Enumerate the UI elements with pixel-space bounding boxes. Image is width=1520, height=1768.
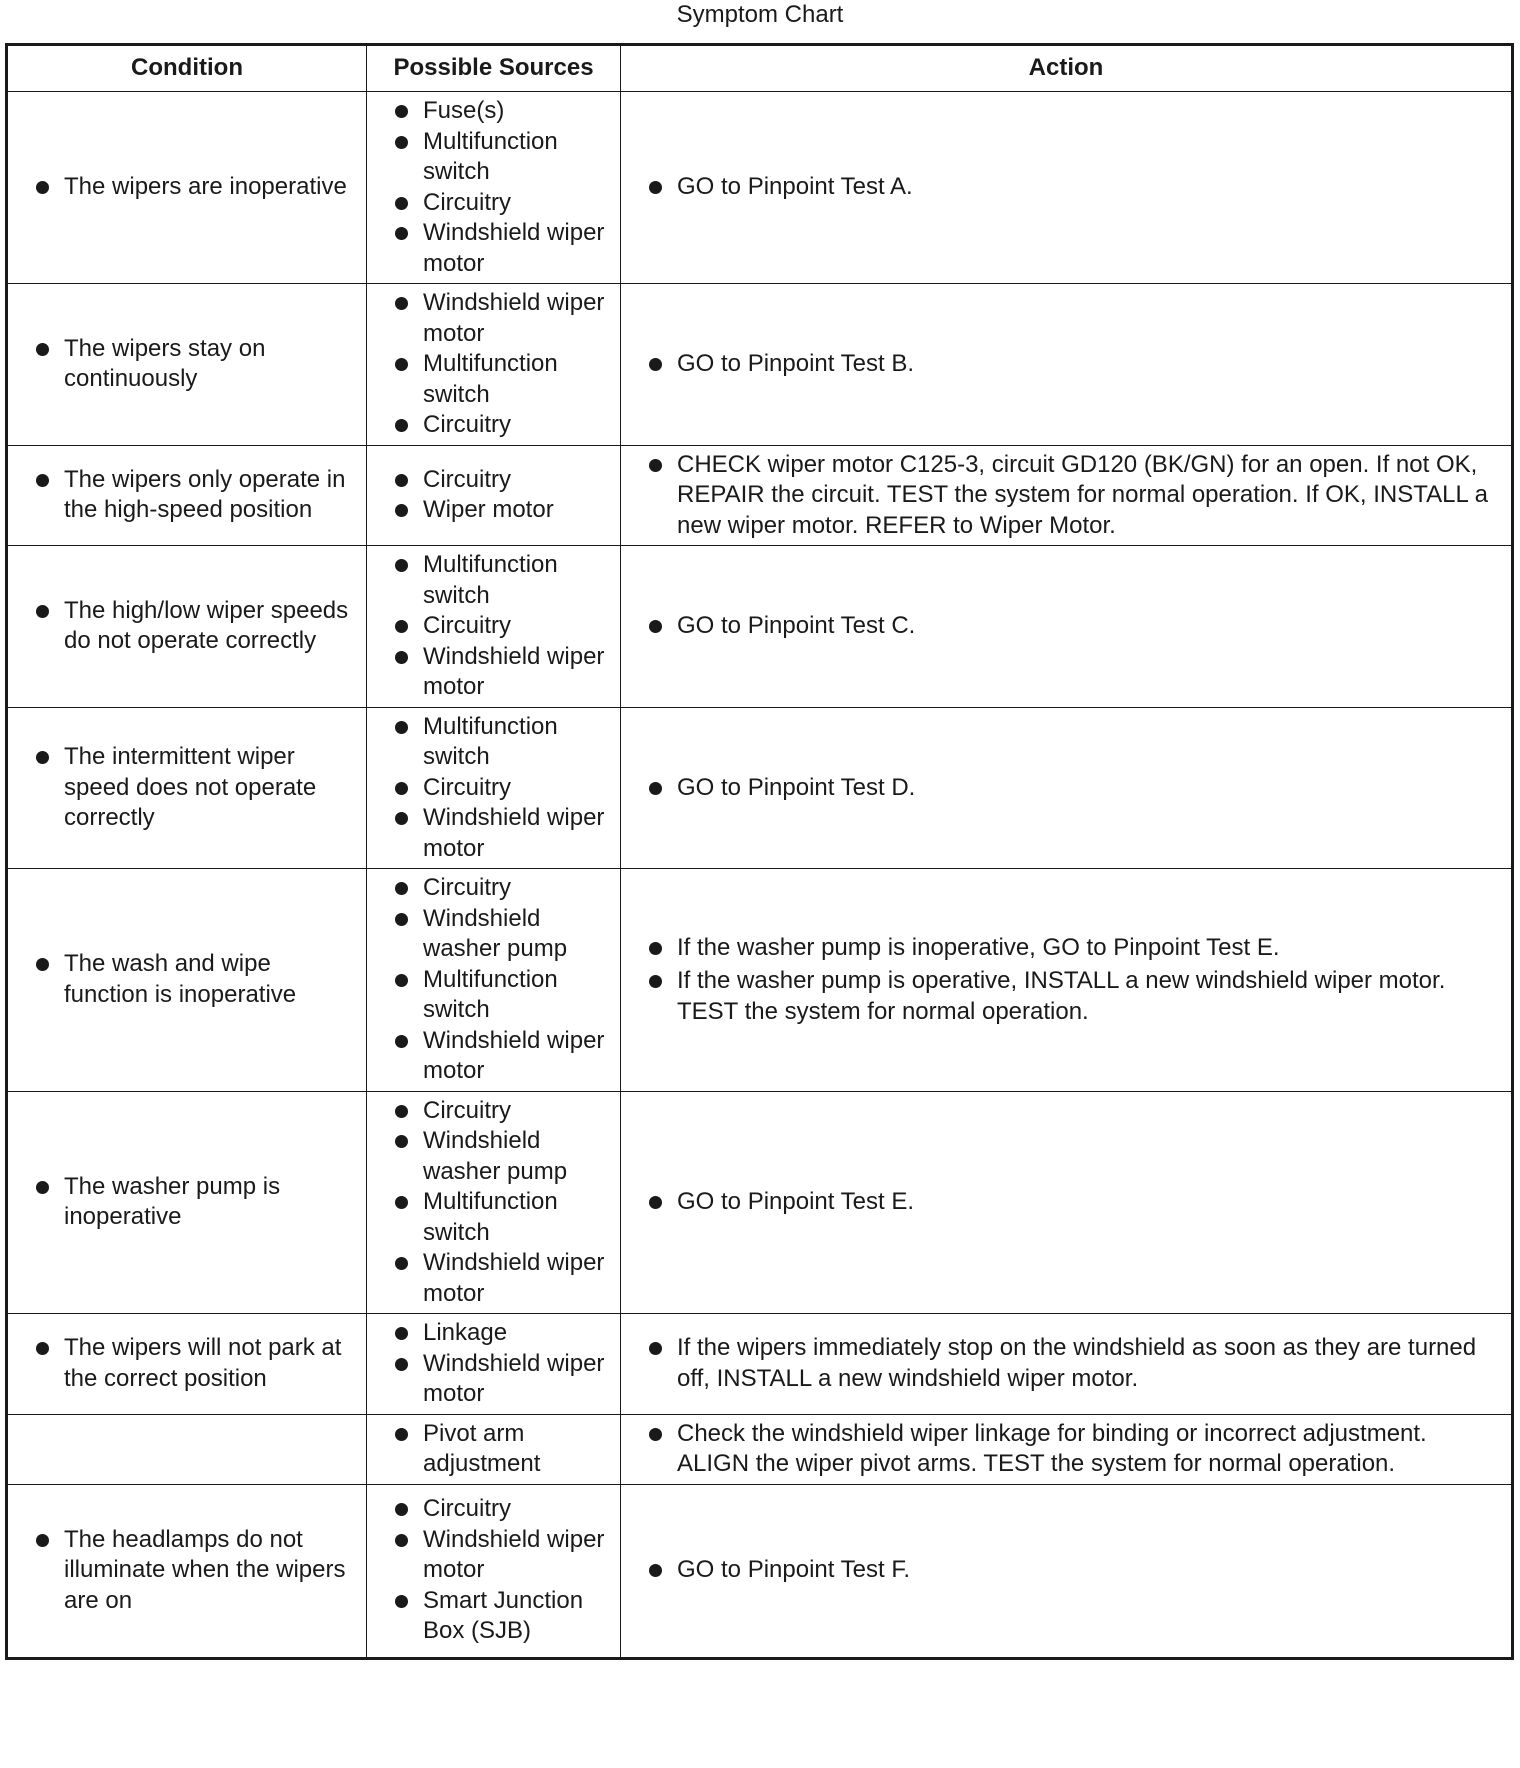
source-item: Pivot arm adjustment — [395, 1419, 614, 1480]
condition-text: The high/low wiper speeds do not operate correctly — [36, 596, 358, 657]
source-item: Windshield wiper motor — [395, 218, 614, 279]
condition-text: The wash and wipe function is inoperative — [36, 949, 358, 1010]
action-cell — [621, 92, 1513, 284]
action-item: If the washer pump is operative, INSTALL a new windshield wiper motor. TEST the system for normal operation. — [649, 966, 1493, 1027]
condition-cell — [7, 869, 367, 1092]
action-cell — [621, 445, 1513, 546]
condition-cell — [7, 92, 367, 284]
action-cell — [621, 1091, 1513, 1314]
action-item: If the wipers immediately stop on the windshield as soon as they are turned off, INSTALL a new windshield wiper motor. — [649, 1333, 1493, 1394]
condition-text: The intermittent wiper speed does not operate correctly — [36, 742, 358, 834]
table-row — [7, 92, 1513, 284]
condition-text: The wipers stay on continuously — [36, 334, 358, 395]
condition-text: The wipers only operate in the high-speed position — [36, 465, 358, 526]
sources-cell — [367, 707, 621, 869]
condition-cell — [7, 1314, 367, 1415]
sources-cell — [367, 1091, 621, 1314]
source-item: Fuse(s) — [395, 96, 614, 127]
symptom-chart-table — [5, 43, 1514, 1660]
source-item: Multifunction switch — [395, 1187, 614, 1248]
header-action: Action — [621, 45, 1513, 92]
sources-cell — [367, 546, 621, 708]
source-item: Windshield wiper motor — [395, 1026, 614, 1087]
source-item: Windshield wiper motor — [395, 803, 614, 864]
source-item: Linkage — [395, 1318, 614, 1349]
source-item: Smart Junction Box (SJB) — [395, 1586, 614, 1647]
condition-cell — [7, 284, 367, 446]
table-row — [7, 1314, 1513, 1415]
action-item: GO to Pinpoint Test D. — [649, 773, 1493, 804]
action-cell — [621, 546, 1513, 708]
source-item: Circuitry — [395, 188, 614, 219]
condition-cell — [7, 707, 367, 869]
table-row — [7, 869, 1513, 1092]
source-item: Windshield wiper motor — [395, 1349, 614, 1410]
source-item: Multifunction switch — [395, 965, 614, 1026]
source-item: Circuitry — [395, 773, 614, 804]
header-condition: Condition — [7, 45, 367, 92]
source-item: Wiper motor — [395, 495, 614, 526]
sources-cell — [367, 869, 621, 1092]
action-item: GO to Pinpoint Test A. — [649, 172, 1493, 203]
source-item: Multifunction switch — [395, 349, 614, 410]
sources-cell — [367, 445, 621, 546]
header-possible-sources: Possible Sources — [367, 45, 621, 92]
source-item: Circuitry — [395, 465, 614, 496]
source-item: Circuitry — [395, 873, 614, 904]
sources-cell — [367, 1314, 621, 1415]
action-cell — [621, 1414, 1513, 1484]
action-cell — [621, 869, 1513, 1092]
source-item: Multifunction switch — [395, 127, 614, 188]
table-row — [7, 1091, 1513, 1314]
sources-cell — [367, 92, 621, 284]
source-item: Windshield washer pump — [395, 1126, 614, 1187]
action-cell — [621, 1314, 1513, 1415]
table-row — [7, 1414, 1513, 1484]
source-item: Windshield wiper motor — [395, 1248, 614, 1309]
source-item: Multifunction switch — [395, 712, 614, 773]
source-item: Windshield wiper motor — [395, 288, 614, 349]
action-cell — [621, 284, 1513, 446]
condition-text: The washer pump is inoperative — [36, 1172, 358, 1233]
source-item: Windshield washer pump — [395, 904, 614, 965]
header-row — [7, 45, 1513, 92]
source-item: Windshield wiper motor — [395, 1525, 614, 1586]
sources-cell — [367, 1414, 621, 1484]
table-row — [7, 445, 1513, 546]
table-row — [7, 707, 1513, 869]
action-item: If the washer pump is inoperative, GO to Pinpoint Test E. — [649, 933, 1493, 964]
action-item: GO to Pinpoint Test F. — [649, 1555, 1493, 1586]
source-item: Circuitry — [395, 1494, 614, 1525]
table-row — [7, 1484, 1513, 1658]
condition-cell — [7, 1414, 367, 1484]
table-body — [7, 92, 1513, 1659]
condition-text: The headlamps do not illuminate when the wipers are on — [36, 1525, 358, 1617]
chart-title: Symptom Chart — [676, 1, 844, 28]
source-item: Circuitry — [395, 1096, 614, 1127]
action-item: GO to Pinpoint Test E. — [649, 1187, 1493, 1218]
action-item: CHECK wiper motor C125-3, circuit GD120 (BK/GN) for an open. If not OK, REPAIR the circuit. TEST the system for normal operation. If OK, INSTALL a new wiper motor. REFER to Wiper Motor. — [649, 450, 1493, 542]
sources-cell — [367, 1484, 621, 1658]
source-item: Windshield wiper motor — [395, 642, 614, 703]
condition-cell — [7, 1091, 367, 1314]
condition-cell — [7, 546, 367, 708]
table-row — [7, 284, 1513, 446]
action-cell — [621, 1484, 1513, 1658]
source-item: Multifunction switch — [395, 550, 614, 611]
condition-cell — [7, 1484, 367, 1658]
action-item: Check the windshield wiper linkage for binding or incorrect adjustment. ALIGN the wiper pivot arms. TEST the system for normal operation. — [649, 1419, 1493, 1480]
sources-cell — [367, 284, 621, 446]
condition-cell — [7, 445, 367, 546]
action-item: GO to Pinpoint Test B. — [649, 349, 1493, 380]
action-item: GO to Pinpoint Test C. — [649, 611, 1493, 642]
source-item: Circuitry — [395, 410, 614, 441]
source-item: Circuitry — [395, 611, 614, 642]
action-cell — [621, 707, 1513, 869]
condition-text: The wipers are inoperative — [36, 172, 358, 203]
condition-text: The wipers will not park at the correct position — [36, 1333, 358, 1394]
table-row — [7, 546, 1513, 708]
